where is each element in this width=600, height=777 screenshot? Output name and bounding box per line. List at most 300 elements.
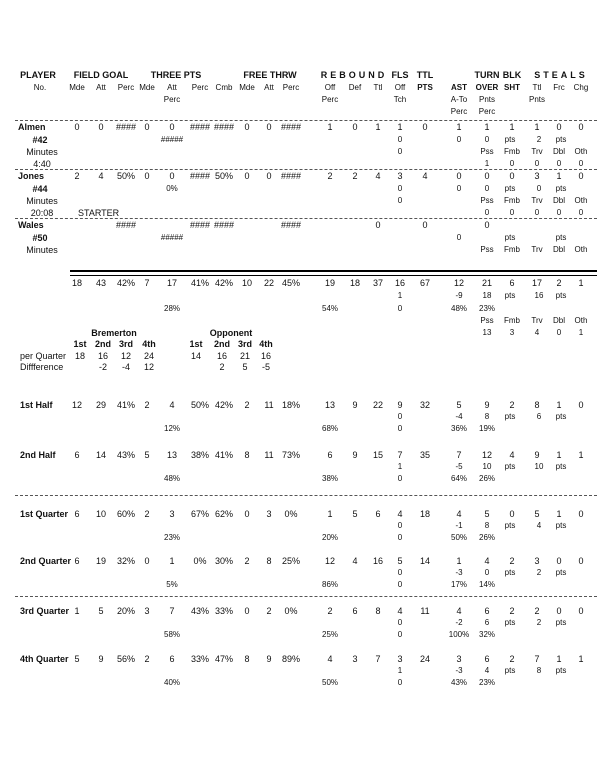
quarter-col-header: 3rd <box>118 339 134 349</box>
turnover-breakdown-value: 0 <box>509 159 515 168</box>
split-fls-tch: 1 <box>397 462 403 471</box>
split-ast-ato: -3 <box>455 666 463 675</box>
split-3pt-att-perc: 5% <box>166 580 178 589</box>
pts-unit-label: pts <box>504 135 516 144</box>
split-fg_att: 5 <box>98 606 104 616</box>
header-sub-tp_perc: Perc <box>191 83 209 92</box>
split-label: 2nd Half <box>20 450 56 460</box>
per-quarter-value-opponent: 16 <box>260 351 272 361</box>
split-ast-perc: 36% <box>450 424 468 433</box>
header-steal-pnts: Pnts <box>528 95 546 104</box>
split-to-pnts: 8 <box>484 412 490 421</box>
player-pts: 0 <box>422 220 428 230</box>
split-st_ttl: 2 <box>534 606 540 616</box>
pts-unit-label: pts <box>555 412 567 421</box>
split-label: 1st Quarter <box>20 509 69 519</box>
turnover-breakdown-label: Oth <box>574 147 588 156</box>
totals-ft_perc: 45% <box>281 278 301 288</box>
pts-unit-label: pts <box>555 233 567 242</box>
player-ft_mde: 0 <box>244 171 250 181</box>
split-rb_ttl: 6 <box>375 509 381 519</box>
per-quarter-value-opponent: 21 <box>239 351 251 361</box>
player-ft_perc: #### <box>280 122 302 132</box>
split-ft_att: 2 <box>266 606 272 616</box>
split-fls-sub: 0 <box>397 630 403 639</box>
split-fls-tch: 0 <box>397 568 403 577</box>
split-fg_mde: 12 <box>71 400 83 410</box>
player-name: Almen <box>18 122 46 132</box>
turnover-breakdown-value: 0 <box>556 328 562 337</box>
split-fg_perc: 60% <box>116 509 136 519</box>
totals-fls: 16 <box>394 278 406 288</box>
player-pts: 0 <box>422 122 428 132</box>
split-rb_def: 4 <box>352 556 358 566</box>
header-a-to-perc: Perc <box>450 107 468 116</box>
player-ft_mde: 0 <box>244 122 250 132</box>
split-fg_perc: 20% <box>116 606 136 616</box>
minutes-label: Minutes <box>26 245 58 255</box>
split-st_frc: 1 <box>556 654 562 664</box>
split-3pt-att-perc: 23% <box>163 533 181 542</box>
header-sub-tp_mde: Mde <box>139 83 155 92</box>
split-tp_mde: 2 <box>144 400 150 410</box>
split-to-perc: 14% <box>478 580 496 589</box>
split-fls: 9 <box>397 400 403 410</box>
double-separator-line <box>70 270 597 276</box>
split-tp_att: 4 <box>169 400 175 410</box>
player-tp_cmb: #### <box>213 122 235 132</box>
totals-tp_perc: 41% <box>190 278 210 288</box>
quarter-col-header: 4th <box>259 339 273 349</box>
split-tp_att: 3 <box>169 509 175 519</box>
split-rb_ttl: 8 <box>375 606 381 616</box>
minutes-label: Minutes <box>26 196 58 206</box>
split-to-pnts: 0 <box>484 568 490 577</box>
player-ft_att: 0 <box>266 171 272 181</box>
split-blk: 4 <box>509 450 515 460</box>
totals-rb_def: 18 <box>349 278 361 288</box>
player-st_chg: 0 <box>578 171 584 181</box>
player-rb_off: 1 <box>327 122 333 132</box>
turnover-breakdown-value: 0 <box>509 208 515 217</box>
split-blk: 0 <box>509 509 515 519</box>
split-steal-pnts: 10 <box>534 462 544 471</box>
player-ft_perc: #### <box>280 220 302 230</box>
split-st_chg: 0 <box>578 400 584 410</box>
split-to: 6 <box>484 654 490 664</box>
totals-steal-pnts: 16 <box>534 291 544 300</box>
split-fg_att: 14 <box>95 450 107 460</box>
split-fls: 5 <box>397 556 403 566</box>
turnover-breakdown-value: 0 <box>578 208 584 217</box>
split-ast-perc: 50% <box>450 533 468 542</box>
dashed-separator-line <box>15 169 597 170</box>
split-steal-pnts: 2 <box>536 618 542 627</box>
split-fls: 7 <box>397 450 403 460</box>
player-rb_off: 2 <box>327 171 333 181</box>
split-to: 4 <box>484 556 490 566</box>
split-ast: 4 <box>456 509 462 519</box>
header-over: OVER <box>475 83 499 92</box>
header-sht: SHT <box>504 83 520 92</box>
per-quarter-value-home: 18 <box>74 351 86 361</box>
header-sub-rb_ttl: Ttl <box>373 83 383 92</box>
header-sub-fg_perc: Perc <box>117 83 135 92</box>
pts-unit-label: pts <box>504 462 516 471</box>
split-ft_att: 11 <box>264 450 274 460</box>
split-rb_def: 6 <box>352 606 358 616</box>
pts-unit-label: pts <box>555 521 567 530</box>
per-quarter-label: per Quarter <box>20 351 67 361</box>
split-3pt-att-perc: 12% <box>163 424 181 433</box>
player-name: Jones <box>18 171 45 181</box>
player-to: 0 <box>484 171 490 181</box>
split-fls-sub: 0 <box>397 474 403 483</box>
player-tp_att: 0 <box>169 171 175 181</box>
split-rb_off: 4 <box>327 654 333 664</box>
header-rebound: REBOUND <box>320 70 388 80</box>
turnover-breakdown-label: Dbl <box>552 196 566 205</box>
turnover-breakdown-label: Dbl <box>552 147 566 156</box>
split-fls-tch: 0 <box>397 412 403 421</box>
split-tp_att: 6 <box>169 654 175 664</box>
header-fls-tch: Tch <box>393 95 407 104</box>
player-3pt-att-perc: ##### <box>160 135 184 144</box>
totals-ast-ato: -9 <box>455 291 463 300</box>
split-to: 12 <box>481 450 493 460</box>
player-ft_perc: #### <box>280 171 302 181</box>
split-st_chg: 0 <box>578 556 584 566</box>
split-tp_att: 1 <box>169 556 175 566</box>
turnover-breakdown-value: 0 <box>556 159 562 168</box>
turnover-breakdown-value: 0 <box>534 159 540 168</box>
split-st_frc: 0 <box>556 606 562 616</box>
header-sub-fg_mde: Mde <box>69 83 85 92</box>
split-tp_att: 7 <box>169 606 175 616</box>
split-fls-sub: 0 <box>397 533 403 542</box>
split-3pt-att-perc: 48% <box>163 474 181 483</box>
player-fls-tch: 0 <box>397 184 403 193</box>
pts-unit-label: pts <box>504 521 516 530</box>
split-ft_perc: 25% <box>281 556 301 566</box>
turnover-breakdown-label: Dbl <box>552 316 566 325</box>
header-steals: STEALS <box>534 70 588 80</box>
split-fls: 3 <box>397 654 403 664</box>
split-label: 2nd Quarter <box>20 556 72 566</box>
player-to: 1 <box>484 122 490 132</box>
split-rb_def: 9 <box>352 450 358 460</box>
split-steal-pnts: 4 <box>536 521 542 530</box>
turnover-breakdown-value: 0 <box>484 208 490 217</box>
player-blk: 0 <box>509 171 515 181</box>
player-tp_cmb: 50% <box>214 171 234 181</box>
split-fg_att: 19 <box>95 556 107 566</box>
split-tp_perc: 33% <box>190 654 210 664</box>
split-rb_ttl: 7 <box>375 654 381 664</box>
player-fg_perc: #### <box>115 122 137 132</box>
split-to-pnts: 4 <box>484 666 490 675</box>
totals-ft_mde: 10 <box>241 278 253 288</box>
turnover-breakdown-label: Pss <box>480 196 494 205</box>
split-ft_att: 9 <box>266 654 272 664</box>
player-st_chg: 0 <box>578 122 584 132</box>
split-rb_ttl: 15 <box>372 450 384 460</box>
player-rb_ttl: 1 <box>375 122 381 132</box>
split-ast-perc: 43% <box>450 678 468 687</box>
split-to-perc: 32% <box>478 630 496 639</box>
totals-tp_cmb: 42% <box>214 278 234 288</box>
split-st_ttl: 3 <box>534 556 540 566</box>
split-blk: 2 <box>509 400 515 410</box>
split-ast-ato: -1 <box>455 521 463 530</box>
split-ft_mde: 0 <box>244 509 250 519</box>
player-ast: 0 <box>456 171 462 181</box>
split-pts: 14 <box>419 556 431 566</box>
dashed-separator-line <box>15 596 597 597</box>
dashed-separator-line <box>15 218 597 219</box>
split-ast-ato: -4 <box>455 412 463 421</box>
team-name-opponent: Opponent <box>209 328 253 338</box>
totals-tp_mde: 7 <box>144 278 150 288</box>
split-ast: 3 <box>456 654 462 664</box>
quarter-col-header: 2nd <box>213 339 231 349</box>
split-reb-off-perc: 25% <box>321 630 339 639</box>
header-a-to: A-To <box>450 95 468 104</box>
split-ast: 7 <box>456 450 462 460</box>
split-to: 9 <box>484 400 490 410</box>
player-ast-ato: 0 <box>456 233 462 242</box>
turnover-breakdown-value: 4 <box>534 328 540 337</box>
totals-fg_perc: 42% <box>116 278 136 288</box>
player-st_ttl: 3 <box>534 171 540 181</box>
totals-fls-tch: 1 <box>397 291 403 300</box>
split-pts: 11 <box>420 606 430 616</box>
totals-ast-perc: 48% <box>450 304 468 313</box>
player-fg_att: 0 <box>98 122 104 132</box>
split-fls-sub: 0 <box>397 580 403 589</box>
split-st_chg: 1 <box>578 450 584 460</box>
player-number: #50 <box>32 233 48 243</box>
difference-value-opponent: 2 <box>219 362 225 372</box>
split-tp_mde: 3 <box>144 606 150 616</box>
split-rb_off: 1 <box>327 509 333 519</box>
split-tp_perc: 67% <box>190 509 210 519</box>
turnover-breakdown-value: 1 <box>578 328 584 337</box>
pts-unit-label: pts <box>504 568 516 577</box>
split-ft_att: 11 <box>264 400 274 410</box>
split-rb_off: 6 <box>327 450 333 460</box>
split-fls: 4 <box>397 606 403 616</box>
player-rb_ttl: 4 <box>375 171 381 181</box>
totals-3pt-att-perc: 28% <box>163 304 181 313</box>
split-ast-ato: -5 <box>455 462 463 471</box>
player-to-pnts: 0 <box>484 135 490 144</box>
header-sub-rb_def: Def <box>348 83 362 92</box>
header-sub-tp_att: Att <box>167 83 177 92</box>
split-rb_ttl: 16 <box>372 556 384 566</box>
minutes-label: Minutes <box>26 147 58 157</box>
split-tp_cmb: 62% <box>214 509 234 519</box>
player-fls-sub: 0 <box>397 196 403 205</box>
player-rb_def: 0 <box>352 122 358 132</box>
pts-unit-label: pts <box>504 184 516 193</box>
per-quarter-value-home: 24 <box>143 351 155 361</box>
totals-reb-off-perc: 54% <box>321 304 339 313</box>
split-ft_perc: 89% <box>281 654 301 664</box>
player-fls-tch: 0 <box>397 135 403 144</box>
player-fg_mde: 0 <box>74 122 80 132</box>
header-fls: FLS <box>391 70 409 80</box>
split-reb-off-perc: 38% <box>321 474 339 483</box>
split-tp_mde: 5 <box>144 450 150 460</box>
player-to: 0 <box>484 220 490 230</box>
split-fg_att: 29 <box>95 400 107 410</box>
split-st_chg: 1 <box>578 654 584 664</box>
split-pts: 32 <box>419 400 431 410</box>
totals-st_frc: 2 <box>556 278 562 288</box>
split-pts: 35 <box>419 450 431 460</box>
split-ft_perc: 0% <box>284 509 298 519</box>
pts-unit-label: pts <box>555 666 567 675</box>
split-fg_mde: 6 <box>74 450 80 460</box>
split-ast-perc: 17% <box>450 580 468 589</box>
split-pts: 24 <box>419 654 431 664</box>
split-tp_cmb: 41% <box>214 450 234 460</box>
split-3pt-att-perc: 58% <box>163 630 181 639</box>
pts-unit-label: pts <box>504 666 516 675</box>
difference-value-opponent: -5 <box>261 362 271 372</box>
split-label: 4th Quarter <box>20 654 69 664</box>
split-to-perc: 19% <box>478 424 496 433</box>
totals-pts: 67 <box>419 278 431 288</box>
totals-rb_ttl: 37 <box>372 278 384 288</box>
split-fls-sub: 0 <box>397 678 403 687</box>
header-sub-tp_cmb: Cmb <box>215 83 233 92</box>
totals-blk: 6 <box>509 278 515 288</box>
turnover-breakdown-label: Pss <box>480 316 494 325</box>
split-ft_perc: 73% <box>281 450 301 460</box>
turnover-breakdown-label: Pss <box>480 245 494 254</box>
player-fg_perc: 50% <box>116 171 136 181</box>
split-st_frc: 1 <box>556 400 562 410</box>
header-to-pnts-perc: Perc <box>478 107 496 116</box>
header-to-pnts: Pnts <box>478 95 496 104</box>
player-ast: 1 <box>456 122 462 132</box>
difference-label: Diffference <box>20 362 64 372</box>
split-st_ttl: 9 <box>534 450 540 460</box>
quarter-col-header: 1st <box>73 339 87 349</box>
header-sub-ft_att: Att <box>264 83 274 92</box>
difference-value-home: -2 <box>98 362 108 372</box>
player-tp_cmb: #### <box>213 220 235 230</box>
split-st_chg: 0 <box>578 509 584 519</box>
per-quarter-value-opponent: 16 <box>216 351 228 361</box>
split-to-pnts: 10 <box>482 462 492 471</box>
totals-fg_mde: 18 <box>71 278 83 288</box>
turnover-breakdown-value: 1 <box>484 159 490 168</box>
split-tp_perc: 38% <box>190 450 210 460</box>
split-fls-tch: 0 <box>397 618 403 627</box>
turnover-breakdown-value: 0 <box>534 208 540 217</box>
pts-unit-label: pts <box>504 291 516 300</box>
split-fg_att: 10 <box>95 509 107 519</box>
player-number: #42 <box>32 135 48 145</box>
turnover-breakdown-value: 0 <box>556 208 562 217</box>
split-ast-ato: -2 <box>455 618 463 627</box>
split-rb_def: 5 <box>352 509 358 519</box>
player-steal-pnts: 2 <box>536 135 542 144</box>
header-turn: TURN <box>474 70 500 80</box>
player-tp_perc: #### <box>189 220 211 230</box>
per-quarter-value-opponent: 14 <box>190 351 202 361</box>
player-fls: 3 <box>397 171 403 181</box>
player-rb_def: 2 <box>352 171 358 181</box>
totals-fg_att: 43 <box>95 278 107 288</box>
split-label: 1st Half <box>20 400 53 410</box>
split-blk: 2 <box>509 606 515 616</box>
quarter-col-header: 2nd <box>94 339 112 349</box>
split-fg_perc: 41% <box>116 400 136 410</box>
header-sub-rb_off: Off <box>324 83 336 92</box>
header-free-throw: FREE THRW <box>243 70 297 80</box>
split-ft_mde: 8 <box>244 450 250 460</box>
player-fg_perc: #### <box>115 220 137 230</box>
split-reb-off-perc: 68% <box>321 424 339 433</box>
split-label: 3rd Quarter <box>20 606 70 616</box>
split-ft_mde: 8 <box>244 654 250 664</box>
totals-to-perc: 23% <box>478 304 496 313</box>
split-fls-tch: 1 <box>397 666 403 675</box>
header-ttl: TTL <box>416 70 434 80</box>
header-ast: AST <box>451 83 467 92</box>
player-tp_perc: #### <box>189 171 211 181</box>
header-no: No. <box>33 83 47 92</box>
split-to: 6 <box>484 606 490 616</box>
totals-rb_off: 19 <box>324 278 336 288</box>
split-ft_perc: 18% <box>281 400 301 410</box>
split-reb-off-perc: 20% <box>321 533 339 542</box>
player-blk: 1 <box>509 122 515 132</box>
split-st_ttl: 8 <box>534 400 540 410</box>
split-fg_perc: 32% <box>116 556 136 566</box>
split-pts: 18 <box>419 509 431 519</box>
header-sub-st_frc: Frc <box>553 83 565 92</box>
player-steal-pnts: 0 <box>536 184 542 193</box>
header-3pt-att-perc: Perc <box>163 95 181 104</box>
player-ast-ato: 0 <box>456 135 462 144</box>
header-sub-fls: Off <box>394 83 406 92</box>
split-ast: 1 <box>456 556 462 566</box>
turnover-breakdown-label: Oth <box>574 196 588 205</box>
turnover-breakdown-label: Trv <box>531 196 543 205</box>
turnover-breakdown-label: Fmb <box>504 316 520 325</box>
player-tp_mde: 0 <box>144 122 150 132</box>
split-blk: 2 <box>509 556 515 566</box>
split-rb_ttl: 22 <box>372 400 384 410</box>
minutes-value: 4:40 <box>33 159 51 169</box>
split-to: 5 <box>484 509 490 519</box>
split-ast-ato: -3 <box>455 568 463 577</box>
split-fg_mde: 5 <box>74 654 80 664</box>
player-number: #44 <box>32 184 48 194</box>
split-fg_mde: 6 <box>74 556 80 566</box>
turnover-breakdown-label: Trv <box>531 147 543 156</box>
split-fg_att: 9 <box>98 654 104 664</box>
split-reb-off-perc: 86% <box>321 580 339 589</box>
totals-st_chg: 1 <box>578 278 584 288</box>
player-fg_mde: 2 <box>74 171 80 181</box>
totals-ft_att: 22 <box>263 278 275 288</box>
